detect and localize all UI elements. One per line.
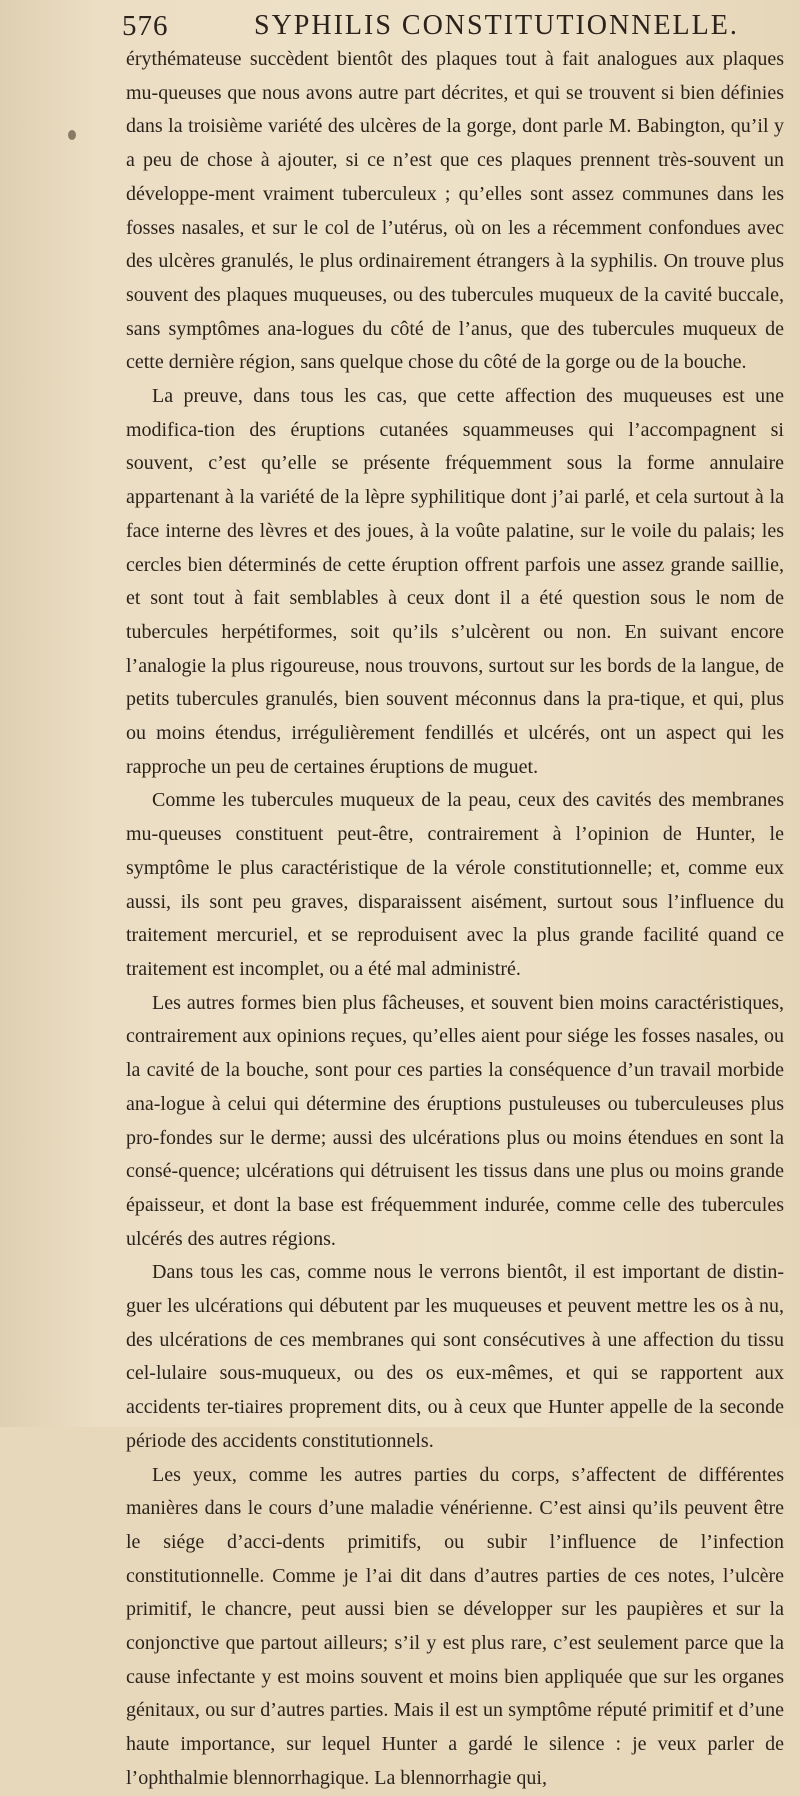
body-text <box>126 43 784 1796</box>
page-header <box>122 10 740 46</box>
paragraph: La preuve, dans tous les cas, que cette affection des muqueuses est une modifica-tion des éruptions cutanées squammeuses qui l’accompagnent si souvent, c’est qu’elle se présente fréquemment sous la forme annulaire appartenant à la variété de la lèpre syphilitique dont j’ai parlé, et cela surtout à la face interne des lèvres et des joues, à la voûte palatine, sur le voile du palais; les cercles bien déterminés de cette éruption offrent parfois une assez grande saillie, et sont tout à fait semblables à ceux dont il a été question sous le nom de tubercules herpétiformes, soit qu’ils s’ulcèrent ou non. En suivant encore l’analogie la plus rigoureuse, nous trouvons, surtout sur les bords de la langue, de petits tubercules granulés, bien souvent méconnus dans la pra-tique, et qui, plus ou moins étendus, irrégulièrement fendillés et ulcérés, ont un aspect qui les rapproche un peu de certaines éruptions de muguet. <box>126 385 784 778</box>
paragraph: Dans tous les cas, comme nous le verrons bientôt, il est important de distin-guer les ulcérations qui débutent par les muqueuses et peuvent mettre les os à nu, des ulcérations de ces membranes qui sont consécutives à une affection du tissu cel-lulaire sous-muqueux, ou des os eux-mêmes, et qui se rapportent aux accidents ter-tiaires proprement dits, ou à ceux que Hunter appelle de la seconde période des accidents constitutionnels. <box>126 1261 784 1452</box>
page-number: 576 <box>122 10 169 42</box>
paragraph-continuation: érythémateuse succèdent bientôt des plaques tout à fait analogues aux plaques mu-queuses que nous avons autre part décrites, et qui se trouvent si bien définies dans la troisième variété des ulcères de la gorge, dont parle M. Babington, qu’il y a peu de chose à ajouter, si ce n’est que ces plaques prennent très-souvent un développe-ment vraiment tuberculeux ; qu’elles sont assez communes dans les fosses nasales, et sur le col de l’utérus, où on les a récemment confondues avec des ulcères granulés, le plus ordinairement étrangers à la syphilis. On trouve plus souvent des plaques muqueuses, ou des tubercules muqueux de la cavité buccale, sans symptômes ana-logues du côté de l’anus, que des tubercules muqueux de cette dernière région, sans quelque chose du côté de la gorge ou de la bouche. <box>126 48 784 374</box>
paragraph: Les autres formes bien plus fâcheuses, et souvent bien moins caractéristiques, contrairement aux opinions reçues, qu’elles aient pour siége les fosses nasales, ou la cavité de la bouche, sont pour ces parties la conséquence d’un travail morbide ana-logue à celui qui détermine des éruptions pustuleuses ou tuberculeuses plus pro-fondes sur le derme; aussi des ulcérations plus ou moins étendues en sont la consé-quence; ulcérations qui détruisent les tissus dans une plus ou moins grande épaisseur, et dont la base est fréquemment indurée, comme celle des tubercules ulcérés des autres régions. <box>126 991 784 1250</box>
running-head: SYPHILIS CONSTITUTIONNELLE. <box>254 10 739 41</box>
paragraph: Comme les tubercules muqueux de la peau, ceux des cavités des membranes mu-queuses constituent peut-être, contrairement à l’opinion de Hunter, le symptôme le plus caractéristique de la vérole constitutionnelle; et, comme eux aussi, ils sont peu graves, disparaissent aisément, surtout sous l’influence du traitement mercuriel, et se reproduisent avec la plus grande facilité quand ce traitement est incomplet, ou a été mal administré. <box>126 789 784 980</box>
ink-blot <box>68 130 76 140</box>
paragraph: Les yeux, comme les autres parties du corps, s’affectent de différentes manières dans le cours d’une maladie vénérienne. C’est ainsi qu’ils peuvent être le siége d’acci-dents primitifs, ou subir l’influence de l’infection constitutionnelle. Comme je l’ai dit dans d’autres parties de ces notes, l’ulcère primitif, le chancre, peut aussi bien se développer sur les paupières et sur la conjonctive que partout ailleurs; s’il y est plus rare, c’est seulement parce que la cause infectante y est moins souvent et moins bien appliquée que sur les organes génitaux, ou sur d’autres parties. Mais il est un symptôme réputé primitif et d’une haute importance, sur lequel Hunter a gardé le silence : je veux parler de l’ophthalmie blennorrhagique. La blennorrhagie qui, <box>126 1463 784 1789</box>
